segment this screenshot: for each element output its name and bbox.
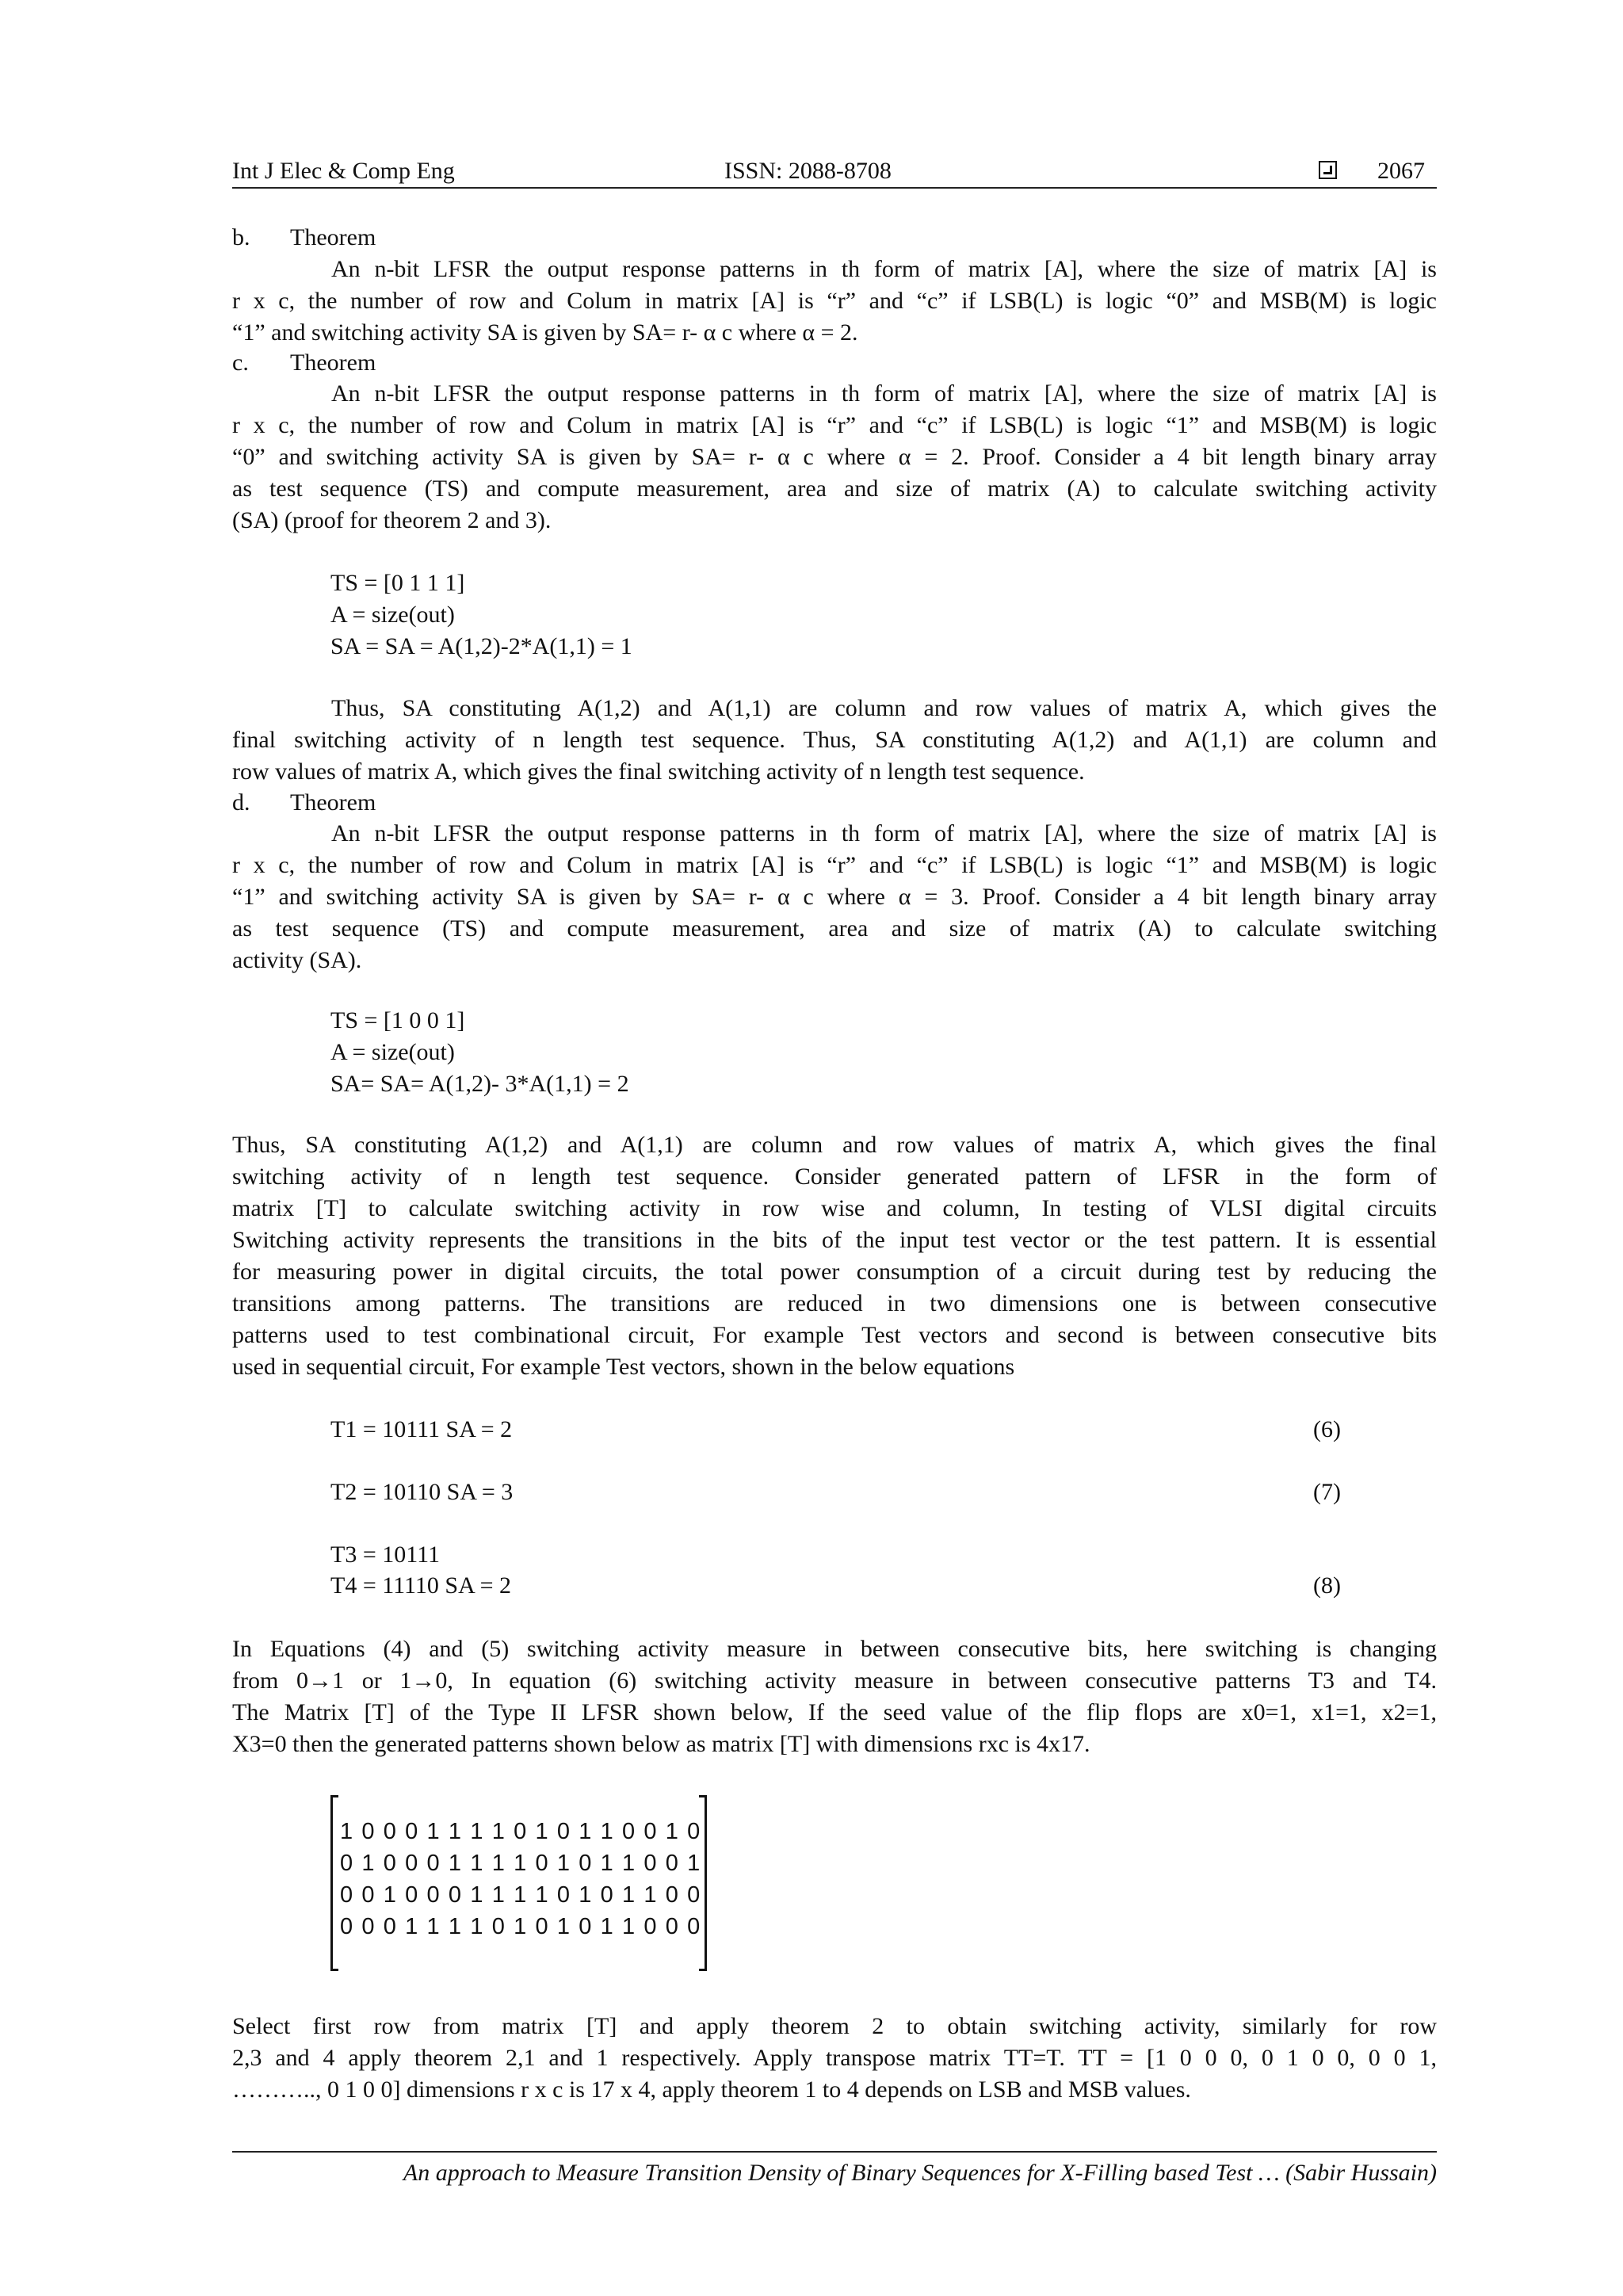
- text-line: An n-bit LFSR the output response patterns in th form of matrix [A], where the size of matrix [A] is: [331, 380, 1437, 407]
- matrix-row: 0 0 0 1 1 1 1 0 1 0 1 0 1 1 0 0 0: [340, 1914, 701, 1939]
- text-line: patterns used to test combinational circuit, For example Test vectors and second is between consecutive bits: [232, 1322, 1437, 1348]
- matrix-left-bracket: [330, 1795, 338, 1971]
- theorem-b-body: [232, 254, 1437, 349]
- footer-rule: [232, 2151, 1437, 2153]
- paragraph-final: [232, 2011, 1437, 2106]
- theorem-c-code: [330, 567, 964, 663]
- theorem-b-title: Theorem: [290, 224, 376, 250]
- matrix-row: 1 0 0 0 1 1 1 1 0 1 0 1 1 0 0 1 0: [340, 1819, 701, 1844]
- footer-citation: An approach to Measure Transition Density of Binary Sequences for X-Filling based Test … (Sabir Hussain): [403, 2160, 1437, 2186]
- text-line: used in sequential circuit, For example Test vectors, shown in the below equations: [232, 1354, 1015, 1380]
- code-line: SA= SA= A(1,2)- 3*A(1,1) = 2: [330, 1071, 629, 1097]
- header-journal: Int J Elec & Comp Eng: [232, 158, 455, 184]
- text-line: final switching activity of n length test sequence. Thus, SA constituting A(1,2) and A(1,1) are column and: [232, 727, 1437, 753]
- theorem-d-letter: d.: [232, 789, 250, 816]
- code-line: TS = [0 1 1 1]: [330, 570, 465, 596]
- text-line: from 0→1 or 1→0, In equation (6) switching activity measure in between consecutive patterns T3 and T4.: [232, 1668, 1437, 1694]
- text-line: Switching activity represents the transitions in the bits of the input test vector or the test pattern. It is essential: [232, 1227, 1437, 1253]
- text-line: “0” and switching activity SA is given by SA= r- α c where α = 2. Proof. Consider a 4 bit length binary array: [232, 444, 1437, 470]
- text-line: (SA) (proof for theorem 2 and 3).: [232, 507, 552, 533]
- theorem-d-title: Theorem: [290, 789, 376, 816]
- text-line: Select first row from matrix [T] and apply theorem 2 to obtain switching activity, similarly for row: [232, 2013, 1437, 2039]
- equation-8-t3: T3 = 10111: [330, 1541, 441, 1568]
- equation-8-number: (8): [1313, 1572, 1341, 1599]
- text-line: “1” and switching activity SA is given by SA= r- α c where α = 3. Proof. Consider a 4 bit length binary array: [232, 884, 1437, 910]
- theorem-c-title: Theorem: [290, 350, 376, 376]
- text-line: r x c, the number of row and Colum in matrix [A] is “r” and “c” if LSB(L) is logic “1” and MSB(M) is logic: [232, 412, 1437, 438]
- theorem-b-letter: b.: [232, 224, 250, 250]
- header-page-number: 2067: [1377, 158, 1425, 184]
- text-line: The Matrix [T] of the Type II LFSR shown below, If the seed value of the flip flops are x0=1, x1=1, x2=1,: [232, 1699, 1437, 1725]
- text-line: r x c, the number of row and Colum in matrix [A] is “r” and “c” if LSB(L) is logic “0” and MSB(M) is logic: [232, 288, 1437, 314]
- theorem-d-code: [330, 1005, 964, 1100]
- text-line: An n-bit LFSR the output response patterns in th form of matrix [A], where the size of matrix [A] is: [331, 820, 1437, 846]
- equation-7-number: (7): [1313, 1479, 1341, 1505]
- paragraph-thus: [232, 1129, 1437, 1383]
- text-line: activity (SA).: [232, 947, 362, 973]
- header-issn: ISSN: 2088-8708: [724, 158, 892, 184]
- code-line: SA = SA = A(1,2)-2*A(1,1) = 1: [330, 633, 632, 659]
- matrix-row: 0 1 0 0 0 1 1 1 1 0 1 0 1 1 0 0 1: [340, 1851, 701, 1876]
- equation-6: T1 = 10111 SA = 2: [330, 1416, 513, 1442]
- text-line: matrix [T] to calculate switching activity in row wise and column, In testing of VLSI digital circuits: [232, 1195, 1437, 1221]
- checkbox-icon: [1319, 161, 1337, 179]
- text-line: r x c, the number of row and Colum in matrix [A] is “r” and “c” if LSB(L) is logic “1” and MSB(M) is logic: [232, 852, 1437, 878]
- text-line: X3=0 then the generated patterns shown below as matrix [T] with dimensions rxc is 4x17.: [232, 1731, 1090, 1757]
- paragraph-equations: [232, 1633, 1437, 1760]
- text-line: as test sequence (TS) and compute measurement, area and size of matrix (A) to calculate switching activity: [232, 476, 1437, 502]
- text-line: 2,3 and 4 apply theorem 2,1 and 1 respectively. Apply transpose matrix TT=T. TT = [1 0 0 0, 0 1 0 0, 0 0 1,: [232, 2045, 1437, 2071]
- theorem-d-body: [232, 818, 1437, 976]
- text-line: An n-bit LFSR the output response patterns in th form of matrix [A], where the size of matrix [A] is: [331, 256, 1437, 282]
- text-line: ……….., 0 1 0 0] dimensions r x c is 17 x 4, apply theorem 1 to 4 depends on LSB and MSB values.: [232, 2076, 1191, 2103]
- header-rule: [232, 187, 1437, 189]
- text-line: “1” and switching activity SA is given by SA= r- α c where α = 2.: [232, 319, 858, 346]
- matrix-t: [330, 1795, 707, 1971]
- text-line: Thus, SA constituting A(1,2) and A(1,1) are column and row values of matrix A, which gives the: [331, 695, 1437, 721]
- equation-6-number: (6): [1313, 1416, 1341, 1442]
- text-line: as test sequence (TS) and compute measurement, area and size of matrix (A) to calculate switching: [232, 915, 1437, 942]
- text-line: transitions among patterns. The transitions are reduced in two dimensions one is between consecutive: [232, 1290, 1437, 1316]
- theorem-c-letter: c.: [232, 350, 249, 376]
- code-line: A = size(out): [330, 602, 455, 628]
- text-line: for measuring power in digital circuits, the total power consumption of a circuit during test by reducing the: [232, 1259, 1437, 1285]
- equation-8: T4 = 11110 SA = 2: [330, 1572, 512, 1599]
- text-line: row values of matrix A, which gives the final switching activity of n length test sequence.: [232, 758, 1085, 785]
- code-line: A = size(out): [330, 1039, 455, 1065]
- header-page: [1319, 155, 1345, 187]
- equation-7: T2 = 10110 SA = 3: [330, 1479, 514, 1505]
- theorem-c-body: [232, 378, 1437, 537]
- theorem-c-after: [232, 693, 1437, 788]
- matrix-row: 0 0 1 0 0 0 1 1 1 1 0 1 0 1 1 0 0: [340, 1882, 701, 1908]
- text-line: Thus, SA constituting A(1,2) and A(1,1) are column and row values of matrix A, which gives the final: [232, 1132, 1437, 1158]
- text-line: switching activity of n length test sequence. Consider generated pattern of LFSR in the form of: [232, 1163, 1437, 1190]
- code-line: TS = [1 0 0 1]: [330, 1007, 465, 1033]
- text-line: In Equations (4) and (5) switching activity measure in between consecutive bits, here switching is changing: [232, 1636, 1437, 1662]
